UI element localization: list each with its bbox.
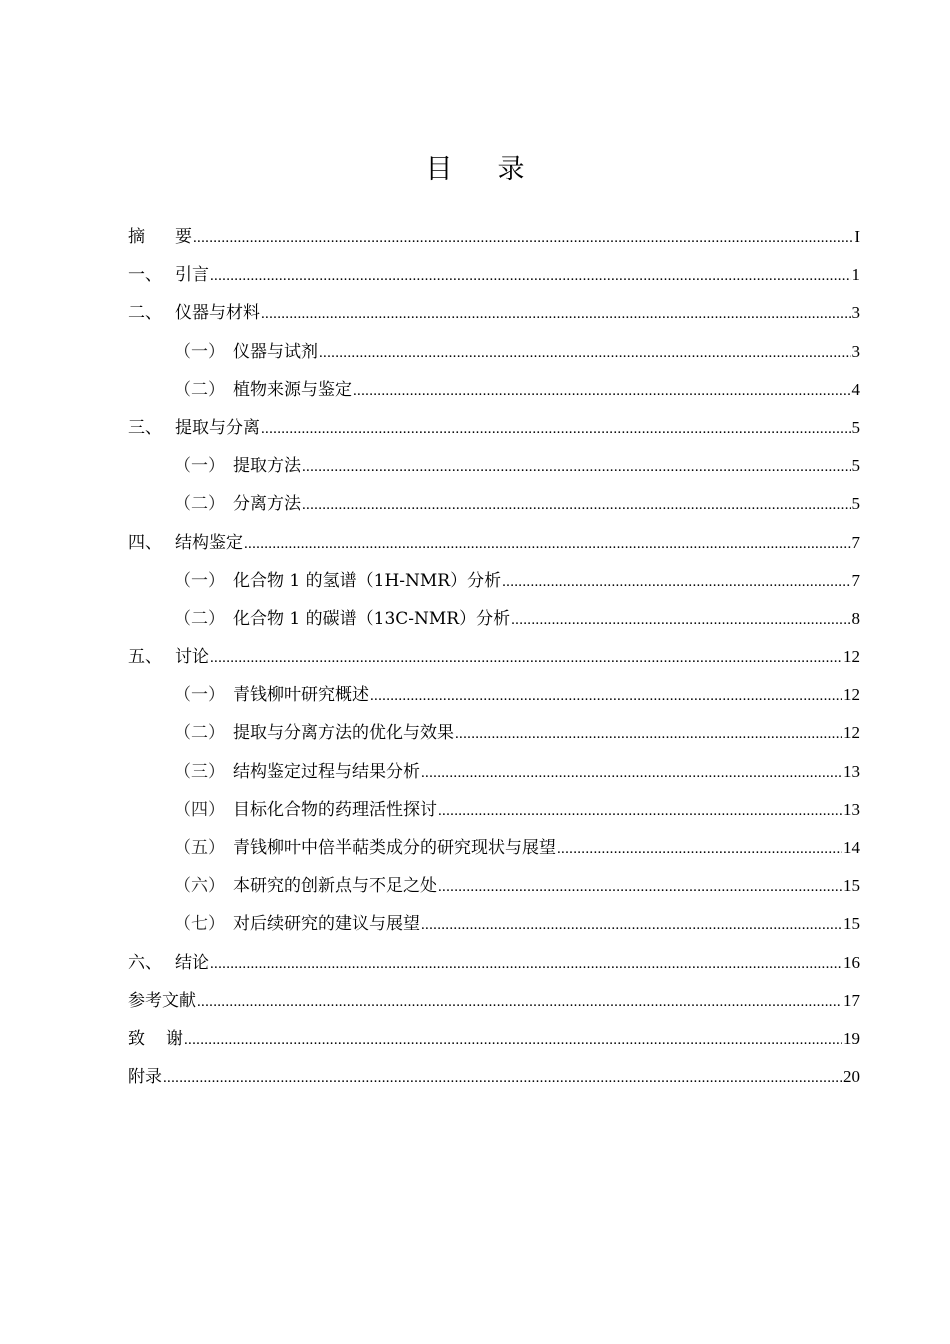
toc-dot-leader [438,792,842,830]
toc-dot-leader [557,830,842,868]
toc-entry-number: （五） [174,838,225,858]
toc-entry-label: 提取与分离方法的优化与效果 [233,723,454,744]
toc-dot-leader [502,563,850,601]
toc-entry-number: （二） [174,494,225,515]
toc-page-number: 20 [843,1067,860,1087]
toc-entry-extraction-separation[interactable] [128,409,860,447]
toc-subentry[interactable] [128,676,860,714]
toc-entry-number: 四、 [128,532,162,553]
toc-entry-label: 目标化合物的药理活性探讨 [233,799,437,820]
toc-subentry[interactable] [128,867,860,905]
toc-entry-number: 六、 [128,952,162,973]
toc-entry-label: 青钱柳叶研究概述 [233,685,369,706]
toc-entry-appendix[interactable] [128,1058,860,1096]
toc-dot-leader [302,486,851,524]
toc-entry-label: 要 [175,227,192,247]
toc-entry-label: 结构鉴定过程与结果分析 [233,761,420,782]
toc-page-number: 12 [843,723,860,743]
toc-subentry[interactable] [128,753,860,791]
toc-entry-acknowledgements[interactable] [128,1020,860,1058]
toc-page-number: 1 [851,265,860,285]
toc-entry-number: （三） [174,761,225,782]
toc-dot-leader [197,983,842,1021]
toc-entry-label: 谢 [166,1028,183,1049]
toc-entry-label: 提取方法 [233,456,301,477]
toc-page-number: 16 [843,952,860,972]
toc-entry-label: 提取与分离 [175,417,260,438]
toc-dot-leader [193,219,853,257]
toc-entry-label: 植物来源与鉴定 [233,379,352,400]
toc-entry-abstract[interactable] [128,218,860,256]
toc-entry-label: 仪器与试剂 [233,341,318,362]
toc-page-number: 15 [843,914,860,934]
title-char-2: 录 [497,154,525,185]
toc-dot-leader [261,410,851,448]
toc-subentry[interactable] [128,447,860,485]
toc-entry-number: （一） [174,341,225,362]
toc-entry-number: （四） [174,799,225,820]
toc-entry-label: 对后续研究的建议与展望 [233,914,420,935]
toc-page-number: 15 [843,876,860,896]
toc-entry-structure-identification[interactable] [128,524,860,562]
toc-entry-discussion[interactable] [128,638,860,676]
toc-entry-number: （二） [174,723,225,744]
toc-page-number: 17 [843,990,860,1010]
toc-page-number: 7 [851,532,860,552]
toc-entry-number: （一） [174,456,225,477]
toc-page-number: 5 [851,456,860,476]
toc-page-number: 19 [843,1028,860,1048]
toc-dot-leader [438,868,842,906]
toc-dot-leader [353,372,851,410]
toc-entry-label: 本研究的创新点与不足之处 [233,876,437,897]
toc-page-number: 5 [851,417,860,437]
title-char-1: 目 [425,154,453,185]
toc-entry-label: 附录 [128,1067,162,1088]
toc-dot-leader [319,334,851,372]
page-title [0,150,950,190]
toc-page-number: 12 [843,647,860,667]
toc-dot-leader [421,754,842,792]
toc-entry-label: 化合物 1 的碳谱（13C-NMR）分析 [233,608,511,629]
toc-entry-label: 青钱柳叶中倍半萜类成分的研究现状与展望 [233,838,556,858]
toc-dot-leader [210,257,851,295]
toc-entry-number: 二、 [128,303,162,324]
toc-subentry[interactable] [128,714,860,752]
toc-entry-number: （二） [174,608,225,629]
toc-dot-leader [302,448,851,486]
toc-page-number: 5 [851,494,860,514]
toc-entry-number: （七） [174,914,225,935]
table-of-contents [128,218,860,1096]
toc-dot-leader [455,715,842,753]
toc-dot-leader [511,601,850,639]
toc-page-number: 8 [851,608,860,628]
toc-page-number: 7 [851,570,860,590]
toc-entry-label: 参考文献 [128,990,196,1011]
toc-subentry[interactable] [128,485,860,523]
toc-entry-number: 致 [128,1028,145,1049]
toc-subentry[interactable] [128,829,860,867]
toc-entry-number: 摘 [128,227,145,247]
toc-entry-instruments-materials[interactable] [128,294,860,332]
toc-dot-leader [210,945,842,983]
toc-entry-number: 一、 [128,265,162,286]
toc-entry-label: 分离方法 [233,494,301,515]
toc-page-number: 12 [843,685,860,705]
toc-page-number: 4 [851,379,860,399]
toc-page-number: 3 [851,303,860,323]
toc-subentry[interactable] [128,905,860,943]
toc-entry-introduction[interactable] [128,256,860,294]
toc-subentry[interactable] [128,371,860,409]
toc-entry-number: （一） [174,685,225,706]
toc-entry-number: 三、 [128,417,162,438]
toc-entry-conclusion[interactable] [128,944,860,982]
toc-entry-label: 结构鉴定 [175,532,243,553]
toc-dot-leader [261,295,851,333]
toc-subentry[interactable] [128,600,860,638]
toc-dot-leader [370,677,842,715]
toc-entry-number: （一） [174,570,225,591]
toc-page-number: I [854,227,860,246]
toc-subentry[interactable] [128,333,860,371]
toc-subentry[interactable] [128,791,860,829]
toc-entry-label: 仪器与材料 [175,303,260,324]
toc-entry-label: 化合物 1 的氢谱（1H-NMR）分析 [233,570,502,591]
toc-subentry[interactable] [128,562,860,600]
toc-entry-number: （二） [174,379,225,400]
toc-entry-number: 五、 [128,647,162,668]
toc-dot-leader [244,525,851,563]
toc-entry-references[interactable] [128,982,860,1020]
toc-page-number: 3 [851,341,860,361]
toc-entry-label: 讨论 [175,647,209,668]
toc-page-number: 13 [843,761,860,781]
toc-dot-leader [163,1059,842,1097]
toc-entry-label: 引言 [175,265,209,286]
toc-page-number: 13 [843,799,860,819]
toc-page-number: 14 [843,838,860,857]
toc-entry-number: （六） [174,876,225,897]
toc-dot-leader [210,639,842,677]
toc-entry-label: 结论 [175,952,209,973]
toc-dot-leader [421,906,842,944]
toc-dot-leader [184,1021,842,1059]
